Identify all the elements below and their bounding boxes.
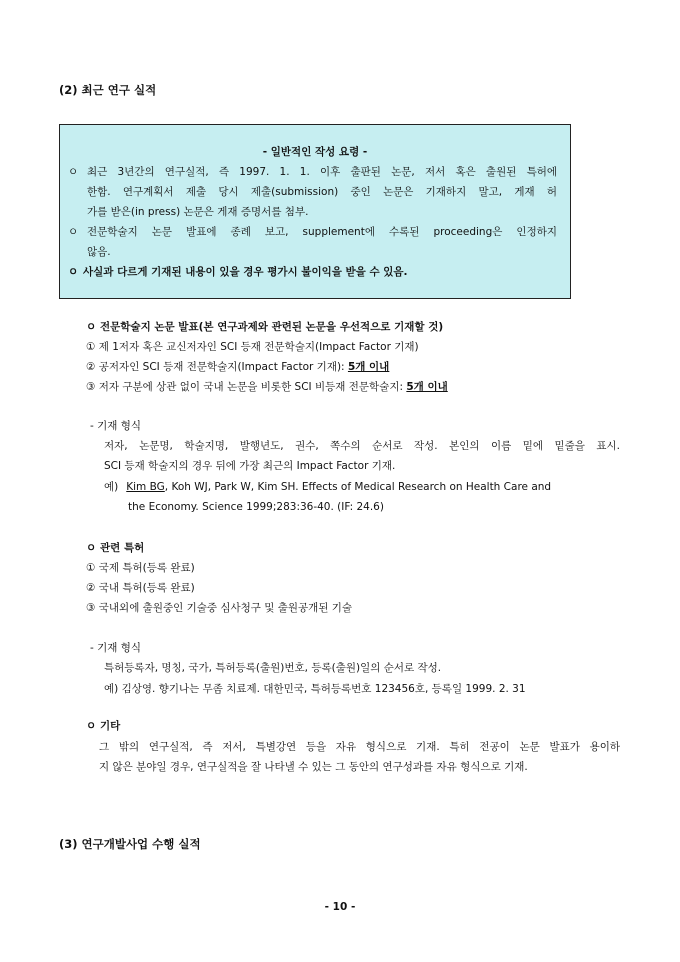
patent-item bbox=[86, 561, 195, 575]
item-text: 국내 특허(등록 완료) bbox=[98, 582, 195, 594]
item-limit: 5개 이내 bbox=[406, 381, 448, 393]
patents-format-label: - 기재 형식 bbox=[90, 642, 142, 654]
etc-line: 지 않은 분야일 경우, 연구실적을 잘 나타낼 수 있는 그 동안의 연구성과를 자유 형식으로 기재. bbox=[99, 761, 528, 773]
patents-heading: 관련 특허 bbox=[100, 542, 145, 554]
guide-item-line: 한함. 연구계획서 제출 당시 제출(submission) 중인 논문은 기재하지 말고, 게재 허 bbox=[87, 186, 557, 198]
guide-item-line: 않음. bbox=[87, 246, 111, 258]
item-text: 국제 특허(등록 완료) bbox=[98, 562, 195, 574]
guide-item-line: 최근 3년간의 연구실적, 즉 1997. 1. 1. 이후 출판된 논문, 저서 혹은 출원된 특허에 bbox=[87, 166, 557, 178]
guide-item-line: 전문학술지 논문 발표에 종례 보고, supplement에 수록된 proceeding은 인정하지 bbox=[87, 226, 557, 238]
journals-format-line: 저자, 논문명, 학술지명, 발행년도, 권수, 쪽수의 순서로 작성. 본인의 이름 밑에 밑줄을 표시. bbox=[104, 440, 620, 452]
patents-bullet: ㅇ bbox=[86, 542, 97, 554]
guide-title: - 일반적인 작성 요령 - bbox=[262, 146, 368, 158]
journals-format-label: - 기재 형식 bbox=[90, 420, 142, 432]
item-text: 제 1저자 혹은 교신저자인 SCI 등재 전문학술지(Impact Factor 기재) bbox=[98, 341, 419, 353]
item-number: ③ bbox=[86, 381, 96, 393]
section-3-title: (3) 연구개발사업 수행 실적 bbox=[59, 837, 201, 851]
journal-item bbox=[86, 380, 448, 394]
item-text: 저자 구분에 상관 없이 국내 논문을 비롯한 SCI 비등재 전문학술지: bbox=[98, 381, 407, 393]
item-number: ① bbox=[86, 562, 96, 574]
guide-bullet: ㅇ bbox=[68, 266, 79, 278]
patents-format-line: 특허등록자, 명칭, 국가, 특허등록(출원)번호, 등록(출원)일의 순서로 작성. bbox=[104, 662, 442, 674]
journals-example bbox=[104, 480, 620, 494]
guide-bullet: ㅇ bbox=[68, 226, 79, 238]
journals-example-line2: the Economy. Science 1999;283:36-40. (IF: 24.6) bbox=[128, 501, 384, 513]
guide-item-line: 가를 받은(in press) 논문은 게재 증명서를 첨부. bbox=[87, 206, 309, 218]
item-text: 공저자인 SCI 등재 전문학술지(Impact Factor 기재): bbox=[98, 361, 348, 373]
item-number: ① bbox=[86, 341, 96, 353]
patent-item bbox=[86, 581, 195, 595]
patent-item bbox=[86, 601, 352, 615]
item-text: 국내외에 출원중인 기술중 심사청구 및 출원공개된 기술 bbox=[98, 602, 353, 614]
section-2-title: (2) 최근 연구 실적 bbox=[59, 83, 157, 97]
etc-bullet: ㅇ bbox=[86, 720, 97, 732]
item-number: ② bbox=[86, 361, 96, 373]
page-number: - 10 - bbox=[324, 901, 356, 913]
patents-example: 예) 김상영. 향기나는 무좀 치료제. 대한민국, 특허등록번호 123456호, 등록일 1999. 2. 31 bbox=[104, 683, 526, 695]
item-number: ③ bbox=[86, 602, 96, 614]
item-limit: 5개 이내 bbox=[347, 361, 390, 373]
example-author-underlined: Kim BG bbox=[126, 481, 165, 493]
etc-heading: 기타 bbox=[100, 720, 121, 732]
etc-line: 그 밖의 연구실적, 즉 저서, 특별강연 등을 자유 형식으로 기재. 특히 전공이 논문 발표가 용이하 bbox=[99, 741, 620, 753]
example-prefix: 예) bbox=[104, 481, 119, 493]
journal-item bbox=[86, 340, 419, 354]
example-line1: , Koh WJ, Park W, Kim SH. Effects of Medical Research on Health Care and bbox=[164, 481, 552, 493]
journals-bullet: ㅇ bbox=[86, 321, 97, 333]
journal-item bbox=[86, 360, 389, 374]
guide-bullet: ㅇ bbox=[68, 166, 79, 178]
journals-heading: 전문학술지 논문 발표(본 연구과제와 관련된 논문을 우선적으로 기재할 것) bbox=[100, 321, 444, 333]
guide-warning-text: 사실과 다르게 기재된 내용이 있을 경우 평가시 불이익을 받을 수 있음. bbox=[83, 266, 408, 278]
journals-format-line: SCI 등재 학술지의 경우 뒤에 가장 최근의 Impact Factor 기재. bbox=[104, 460, 396, 472]
item-number: ② bbox=[86, 582, 96, 594]
